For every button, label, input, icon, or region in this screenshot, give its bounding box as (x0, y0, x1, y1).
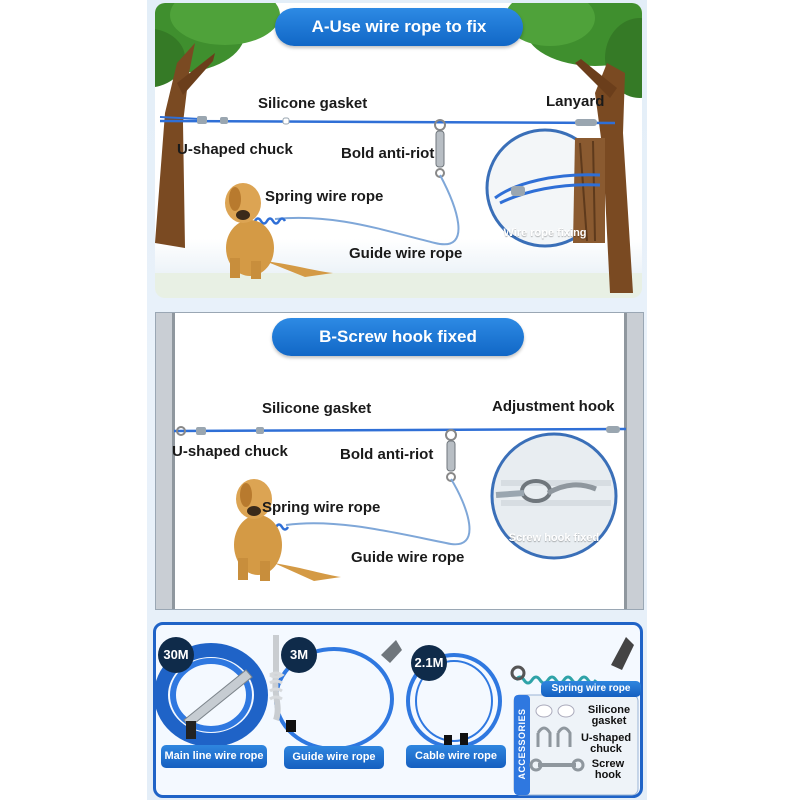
accessories-tag: ACCESSORIES (517, 708, 527, 780)
section-a-title: A-Use wire rope to fix (275, 8, 523, 46)
label-silicone-gasket-a: Silicone gasket (258, 95, 368, 112)
panel-screw-hook-fixed (155, 312, 644, 610)
dog-icon-b (234, 479, 341, 581)
label-u-shaped-chuck-a: U-shaped chuck (177, 141, 293, 158)
products-illustration (156, 625, 640, 795)
grass-strip (155, 273, 642, 298)
left-post (156, 313, 172, 609)
u-chuck-marker (197, 116, 207, 124)
label-spring-wire-rope-a: Spring wire rope (265, 188, 384, 205)
label-silicone-gasket-b: Silicone gasket (262, 400, 372, 417)
panel-wire-rope-fix (155, 3, 642, 298)
caption-cable-wire-rope: Cable wire rope (406, 745, 506, 768)
inset-caption-b: Screw hook fixed (508, 532, 600, 544)
length-badge-2-1m: 2.1M (411, 645, 447, 681)
adjustment-hook-marker (606, 426, 620, 433)
acc-u-shaped-chuck: U-shaped chuck (580, 732, 632, 755)
right-post (627, 313, 643, 609)
anti-riot-swivel-icon-b (446, 430, 456, 481)
label-guide-wire-rope-b: Guide wire rope (351, 549, 465, 566)
label-guide-wire-rope-a: Guide wire rope (349, 245, 463, 262)
caption-spring-wire-rope: Spring wire rope (541, 681, 641, 697)
label-adjustment-hook: Adjustment hook (492, 398, 615, 415)
label-bold-anti-riot-b: Bold anti-riot (340, 446, 434, 463)
caption-main-line-wire-rope: Main line wire rope (161, 745, 267, 768)
lanyard-marker (575, 119, 597, 126)
main-wire-rope-b (174, 429, 626, 431)
products-panel (153, 622, 643, 798)
length-badge-30m: 30M (158, 637, 194, 673)
acc-silicone-gasket: Silicone gasket (587, 704, 631, 727)
section-b-title: B-Screw hook fixed (272, 318, 524, 356)
spring-rope-icon (512, 637, 634, 683)
label-bold-anti-riot-a: Bold anti-riot (341, 145, 435, 162)
caption-guide-wire-rope: Guide wire rope (284, 746, 384, 769)
acc-screw-hook: Screw hook (591, 758, 625, 781)
inset-caption-a: Wire rope fixing (503, 227, 587, 239)
label-u-shaped-chuck-b: U-shaped chuck (172, 443, 288, 460)
length-badge-3m: 3M (281, 637, 317, 673)
label-spring-wire-rope-b: Spring wire rope (262, 499, 381, 516)
label-lanyard: Lanyard (546, 93, 605, 110)
accessories-tag-wrap (514, 695, 530, 795)
